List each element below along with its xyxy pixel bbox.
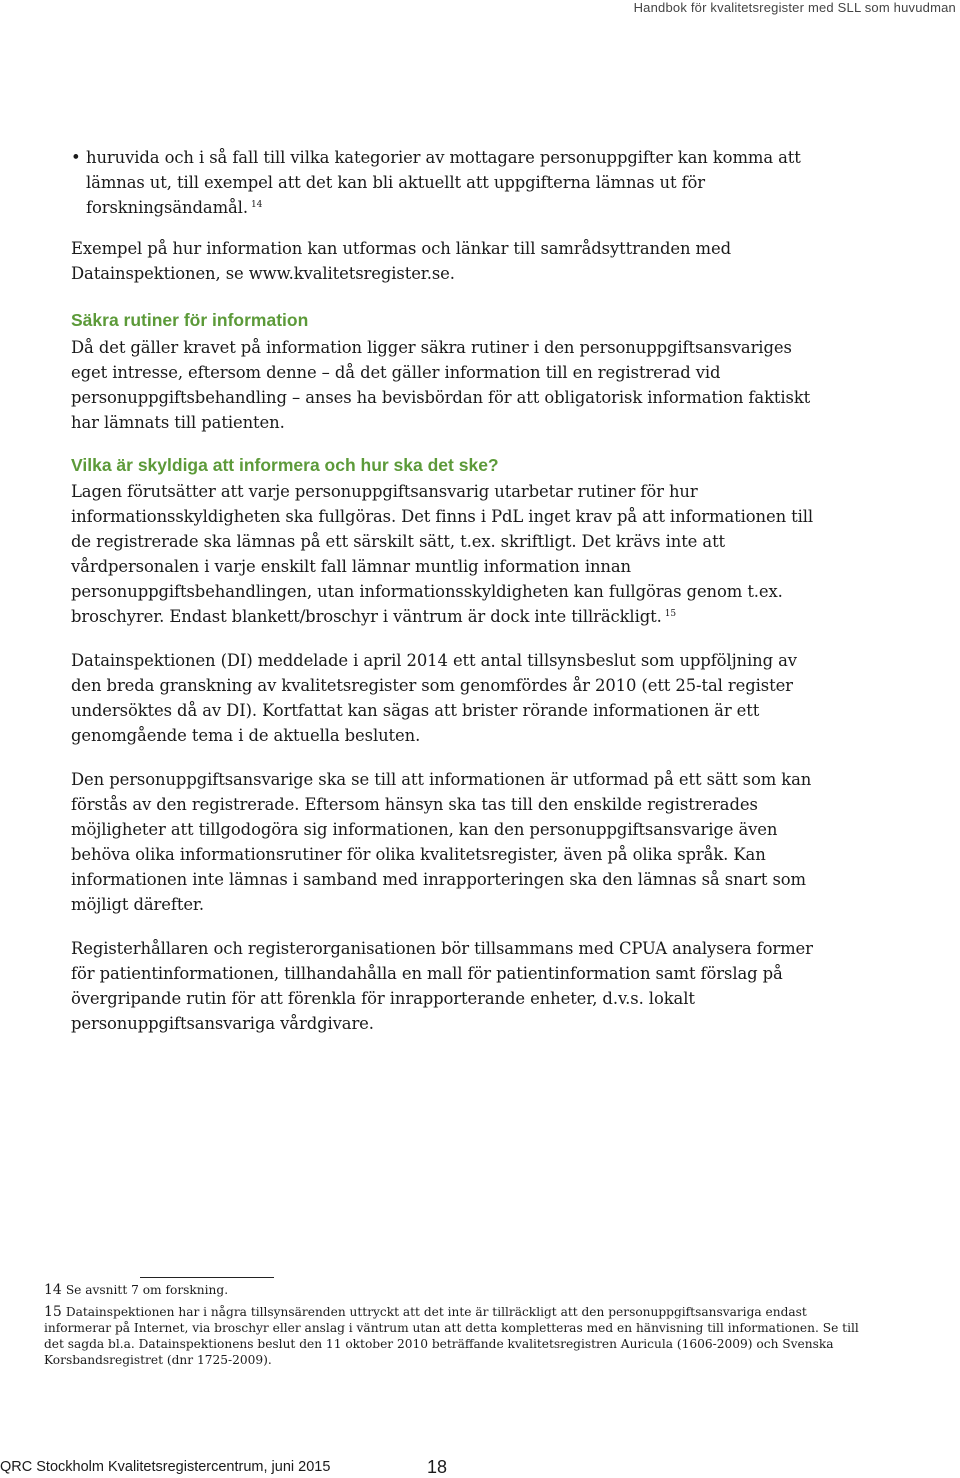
bullet-icon: • bbox=[71, 148, 81, 167]
running-header: Handbok för kvalitetsregister med SLL som huvudman bbox=[633, 0, 956, 15]
main-content bbox=[71, 145, 831, 1036]
footnote-number: 15 bbox=[44, 1304, 62, 1320]
paragraph-law-requirements bbox=[71, 479, 831, 629]
footnotes bbox=[44, 1282, 864, 1374]
paragraph-secure-routines: Då det gäller kravet på information ligger säkra rutiner i den personuppgiftsansvariges eget intresse, eftersom denne – då det gäller information till en registrerad vid personuppgiftsbehandling – anses ha bevisbördan för att obligatorisk information faktiskt har lämnats till patienten. bbox=[71, 338, 811, 432]
section-heading-secure-routines: Säkra rutiner för information bbox=[71, 310, 309, 330]
paragraph-register-holder: Registerhållaren och registerorganisationen bör tillsammans med CPUA analysera former för patientinformationen, tillhandahålla en mall för patientinformation samt förslag på övergripande rutin för att förenkla för inrapporterande enheter, d.v.s. lokalt personuppgiftsansvariga vårdgivare. bbox=[71, 939, 813, 1033]
footnote-14 bbox=[44, 1282, 864, 1298]
footnote-text: Datainspektionen har i några tillsynsärenden uttryckt att det inte är tillräckligt att den personuppgiftsansvariga endast informerar på Internet, via broschyr eller anslag i väntrum utan att detta kompletteras med en hänvisning till informationen. Se till det sagda bl.a. Datainspektionens beslut den 11 oktober 2010 beträffande kvalitetsregistren Auricula (1606-2009) och Svenska Korsbandsregistret (dnr 1725-2009). bbox=[44, 1305, 859, 1367]
example-paragraph: Exempel på hur information kan utformas och länkar till samrådsyttranden med Datainspektionen, se www.kvalitetsregister.se. bbox=[71, 239, 731, 283]
bullet-item bbox=[71, 145, 831, 220]
footnote-ref-15[interactable]: 15 bbox=[664, 609, 676, 619]
paragraph-datainspektionen: Datainspektionen (DI) meddelade i april 2014 ett antal tillsynsbeslut som uppföljning av den breda granskning av kvalitetsregister som genomfördes år 2010 (ett 25-tal register undersöktes då av DI). Kortfattat kan sägas att brister rörande informationen är ett genomgående tema i de aktuella besluten. bbox=[71, 651, 797, 745]
footnote-divider bbox=[140, 1277, 274, 1278]
bullet-text bbox=[86, 145, 831, 220]
footer-organization: QRC Stockholm Kvalitetsregistercentrum, juni 2015 bbox=[0, 1459, 331, 1475]
section-heading-who-informs: Vilka är skyldiga att informera och hur ska det ske? bbox=[71, 455, 499, 475]
footnote-number: 14 bbox=[44, 1282, 62, 1298]
paragraph-responsible-party: Den personuppgiftsansvarige ska se till att informationen är utformad på ett sätt som kan förstås av den registrerade. Eftersom hänsyn ska tas till den enskilde registrerades möjligheter att tillgodogöra sig informationen, kan den personuppgiftsansvarige även behöva olika informationsrutiner för olika kvalitetsregister, även på olika språk. Kan informationen inte lämnas i samband med inrapporteringen ska den lämnas så snart som möjligt därefter. bbox=[71, 770, 812, 914]
bullet-body: huruvida och i så fall till vilka kategorier av mottagare personuppgifter kan komma att lämnas ut, till exempel att det kan bli aktuellt att uppgifterna lämnas ut för forskningsändamål. bbox=[86, 148, 801, 217]
footnote-text: Se avsnitt 7 om forskning. bbox=[65, 1283, 229, 1297]
footnote-15 bbox=[44, 1304, 864, 1368]
footnote-ref-14[interactable]: 14 bbox=[250, 200, 263, 210]
page-number: 18 bbox=[427, 1457, 448, 1477]
paragraph-law-body: Lagen förutsätter att varje personuppgiftsansvarig utarbetar rutiner för hur informationsskyldigheten ska fullgöras. Det finns i PdL inget krav på att informationen till de registrerade ska lämnas på ett särskilt sätt, t.ex. skriftligt. Det krävs inte att vårdpersonalen i varje enskilt fall lämnar muntlig information innan personuppgiftsbehandlingen, utan informationsskyldigheten kan fullgöras genom t.ex. broschyrer. Endast blankett/broschyr i väntrum är dock inte tillräckligt. bbox=[71, 482, 814, 626]
